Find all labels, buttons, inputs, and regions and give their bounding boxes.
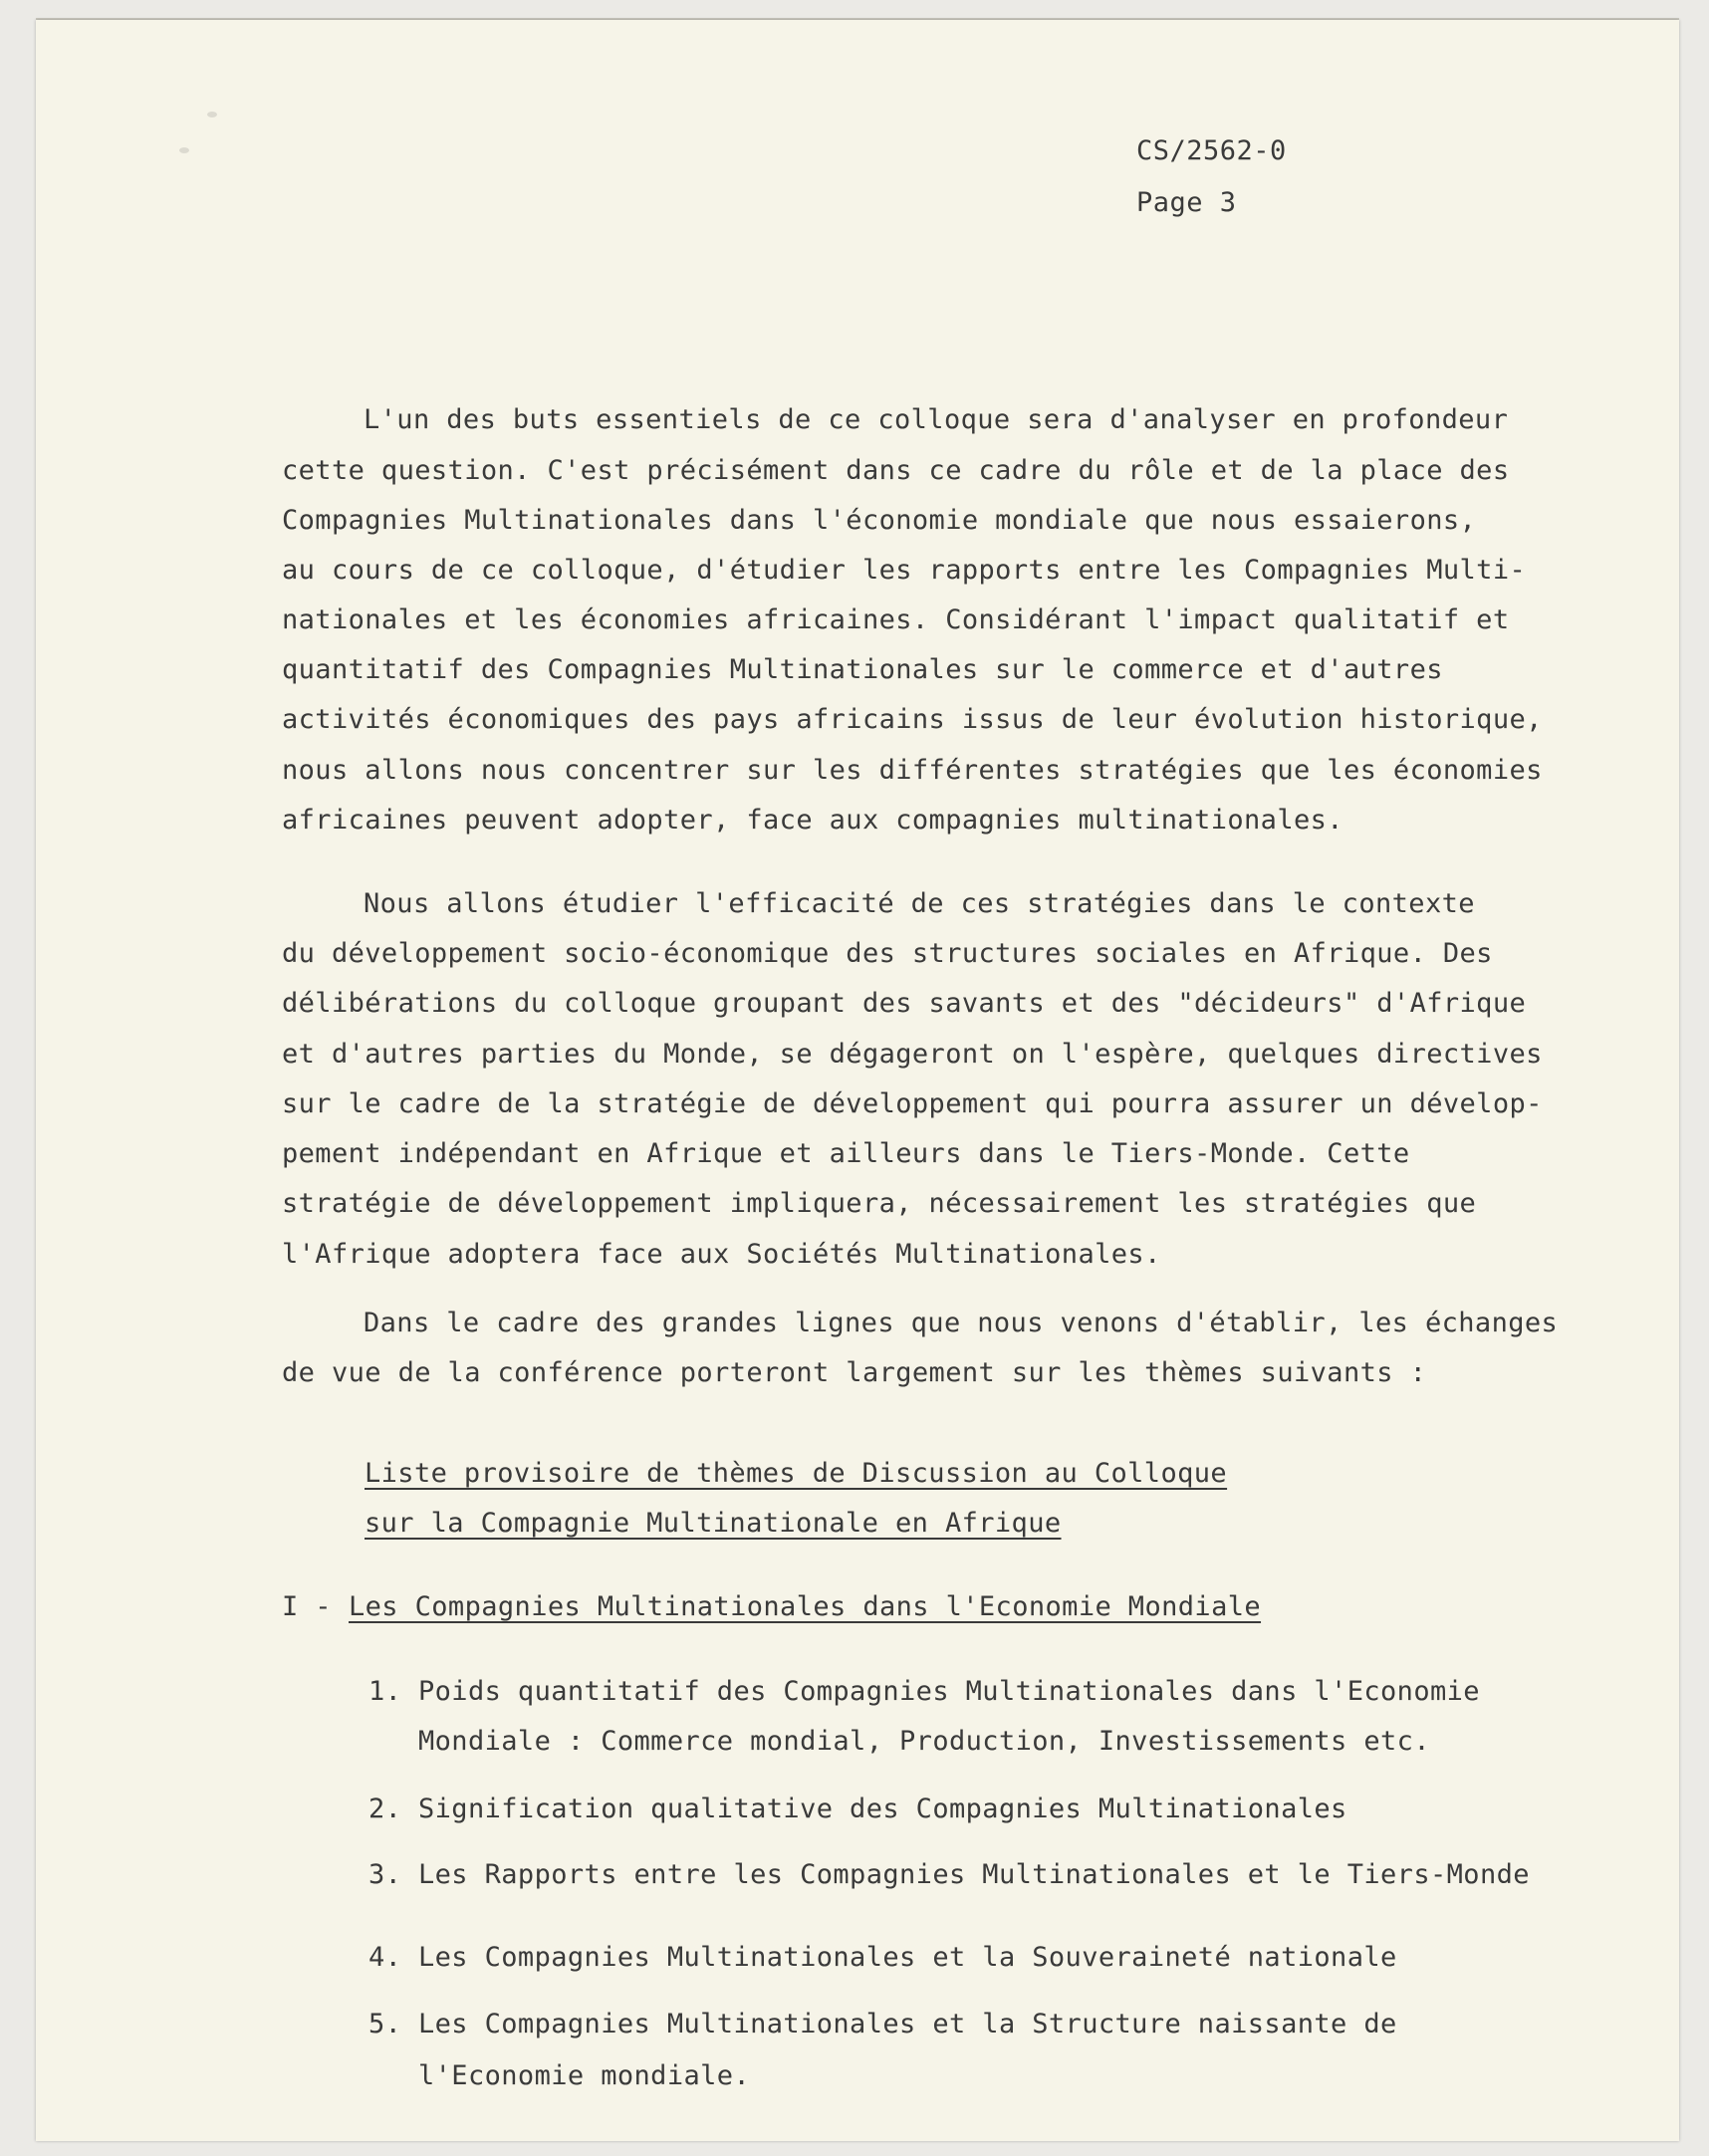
section-number: I - xyxy=(282,1591,332,1622)
item-text: Les Compagnies Multinationales et la Souveraineté nationale xyxy=(418,1942,1397,1973)
text-line: du développement socio-économique des structures sociales en Afrique. Des xyxy=(282,938,1493,969)
text-line: nationales et les économies africaines. Considérant l'impact qualitatif et xyxy=(282,604,1510,635)
text-line: pement indépendant en Afrique et ailleurs dans le Tiers-Monde. Cette xyxy=(282,1138,1410,1169)
item-number: 3. xyxy=(368,1859,402,1890)
text-line: stratégie de développement impliquera, nécessairement les stratégies que xyxy=(282,1188,1477,1219)
list-title-line: sur la Compagnie Multinationale en Afrique xyxy=(365,1508,1062,1539)
item-text: Poids quantitatif des Compagnies Multinationales dans l'Economie xyxy=(418,1676,1480,1707)
item-text: Les Compagnies Multinationales et la Structure naissante de xyxy=(418,2009,1397,2039)
text-line: délibérations du colloque groupant des savants et des "décideurs" d'Afrique xyxy=(282,988,1527,1019)
text-line: activités économiques des pays africains issus de leur évolution historique, xyxy=(282,704,1543,735)
item-number: 4. xyxy=(368,1942,402,1973)
text-line: et d'autres parties du Monde, se dégageront on l'espère, quelques directives xyxy=(282,1039,1543,1070)
text-line: nous allons nous concentrer sur les différentes stratégies que les économies xyxy=(282,755,1543,786)
text-line: au cours de ce colloque, d'étudier les rapports entre les Compagnies Multi- xyxy=(282,555,1527,586)
item-number: 5. xyxy=(368,2009,402,2039)
text-line: Compagnies Multinationales dans l'économie mondiale que nous essaierons, xyxy=(282,505,1477,536)
text-line: L'un des buts essentiels de ce colloque sera d'analyser en profondeur xyxy=(364,404,1509,435)
item-number: 2. xyxy=(368,1794,402,1824)
text-line: l'Afrique adoptera face aux Sociétés Multinationales. xyxy=(282,1239,1161,1270)
item-text: Mondiale : Commerce mondial, Production, Investissements etc. xyxy=(418,1726,1430,1757)
text-line: cette question. C'est précisément dans ce cadre du rôle et de la place des xyxy=(282,455,1510,486)
item-text: Les Rapports entre les Compagnies Multinationales et le Tiers-Monde xyxy=(418,1859,1530,1890)
item-text: l'Economie mondiale. xyxy=(418,2060,751,2091)
text-line: Nous allons étudier l'efficacité de ces stratégies dans le contexte xyxy=(364,888,1475,919)
item-text: Signification qualitative des Compagnies Multinationales xyxy=(418,1794,1347,1824)
text-line: sur le cadre de la stratégie de développement qui pourra assurer un dévelop- xyxy=(282,1088,1543,1119)
item-number: 1. xyxy=(368,1676,402,1707)
text-line: quantitatif des Compagnies Multinationales sur le commerce et d'autres xyxy=(282,654,1443,685)
text-line: Dans le cadre des grandes lignes que nous venons d'établir, les échanges xyxy=(364,1308,1559,1338)
staple-mark xyxy=(207,112,217,118)
list-title-line: Liste provisoire de thèmes de Discussion au Colloque xyxy=(365,1458,1228,1489)
page-number: Page 3 xyxy=(1136,187,1237,218)
document-reference: CS/2562-0 xyxy=(1136,135,1287,166)
text-line: de vue de la conférence porteront largement sur les thèmes suivants : xyxy=(282,1357,1427,1388)
text-line: africaines peuvent adopter, face aux compagnies multinationales. xyxy=(282,805,1343,836)
section-title: Les Compagnies Multinationales dans l'Economie Mondiale xyxy=(349,1591,1262,1622)
staple-mark xyxy=(179,147,189,153)
